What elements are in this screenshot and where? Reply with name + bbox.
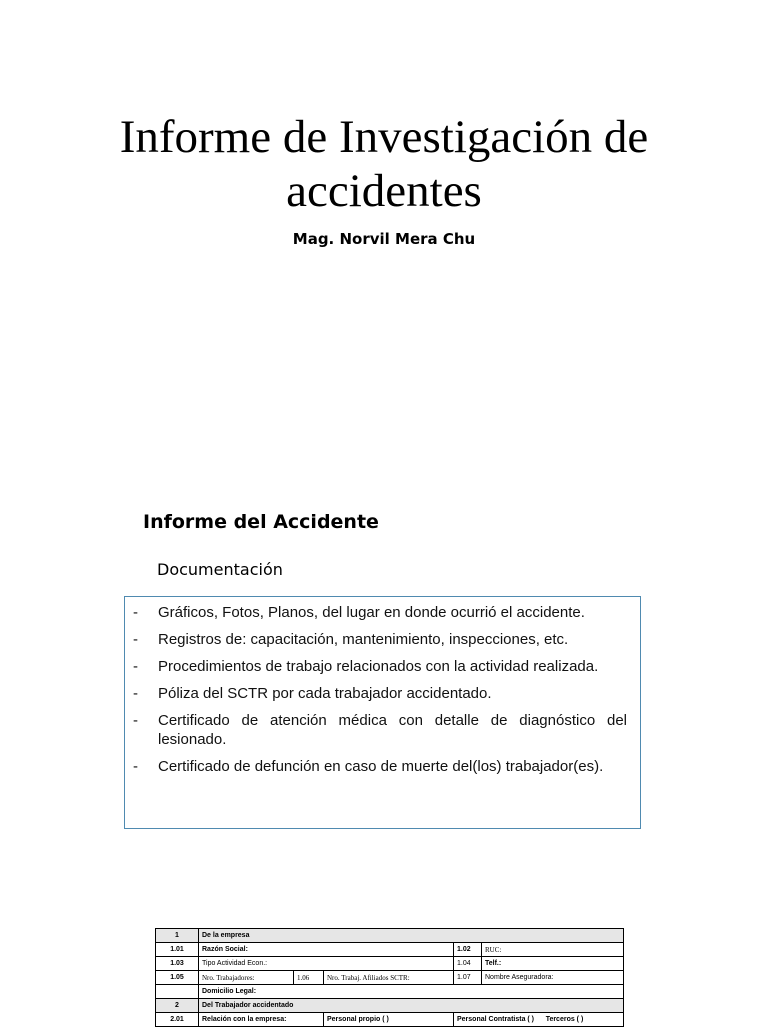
bullet-dash: - (133, 685, 138, 702)
table-row: 2 Del Trabajador accidentado (156, 999, 624, 1013)
form-section-header: De la empresa (199, 929, 624, 943)
documentation-item: - Gráficos, Fotos, Planos, del lugar en donde ocurrió el accidente. (133, 604, 585, 621)
form-field-label: Relación con la empresa: (199, 1013, 324, 1027)
form-field-label: Nro. Trabaj. Afiliados SCTR: (324, 971, 454, 985)
bullet-dash: - (133, 604, 138, 621)
form-option: Personal Contratista ( ) Terceros ( ) (454, 1013, 624, 1027)
title-line-1: Informe de Investigación de (119, 111, 649, 163)
document-title (0, 110, 768, 218)
bullet-dash: - (133, 631, 138, 648)
form-field-label: Nro. Trabajadores: (199, 971, 294, 985)
accident-form-table (155, 928, 624, 1027)
form-field-label: Domicilio Legal: (199, 985, 624, 999)
author-name: Mag. Norvil Mera Chu (292, 230, 476, 248)
table-row: 1.05 Nro. Trabajadores: 1.06 Nro. Trabaj. Afiliados SCTR: 1.07 Nombre Aseguradora: (156, 971, 624, 985)
documentation-item: - Certificado de defunción en caso de muerte del(los) trabajador(es). (133, 758, 604, 775)
title-line-2: accidentes (286, 165, 482, 217)
table-row: 1.03 Tipo Actividad Econ.: 1.04 Telf.: (156, 957, 624, 971)
table-row: 1.01 Razón Social: 1.02 RUC: (156, 943, 624, 957)
bullet-dash: - (133, 658, 138, 675)
table-row: 2.01 Relación con la empresa: Personal propio ( ) Personal Contratista ( ) Terceros ( ) (156, 1013, 624, 1027)
section-title: Informe del Accidente (143, 511, 379, 533)
bullet-dash: - (133, 758, 138, 775)
documentation-box (124, 596, 641, 829)
documentation-item: - Certificado de atención médica con detalle de diagnóstico del lesionado. (133, 712, 627, 748)
form-field-label: RUC: (482, 943, 624, 957)
form-option: Personal propio ( ) (324, 1013, 454, 1027)
form-field-label: Razón Social: (199, 943, 454, 957)
subsection-title: Documentación (157, 560, 283, 579)
form-field-label: Nombre Aseguradora: (482, 971, 624, 985)
documentation-list (125, 597, 640, 776)
table-row: 1 De la empresa (156, 929, 624, 943)
bullet-dash: - (133, 712, 138, 729)
documentation-item: - Registros de: capacitación, mantenimiento, inspecciones, etc. (133, 631, 569, 648)
documentation-item: - Procedimientos de trabajo relacionados con la actividad realizada. (133, 658, 599, 675)
table-row (156, 985, 624, 999)
form-section-header: Del Trabajador accidentado (199, 999, 624, 1013)
documentation-item: - Póliza del SCTR por cada trabajador accidentado. (133, 685, 492, 702)
form-field-label: Tipo Actividad Econ.: (199, 957, 454, 971)
form-field-label: Telf.: (482, 957, 624, 971)
